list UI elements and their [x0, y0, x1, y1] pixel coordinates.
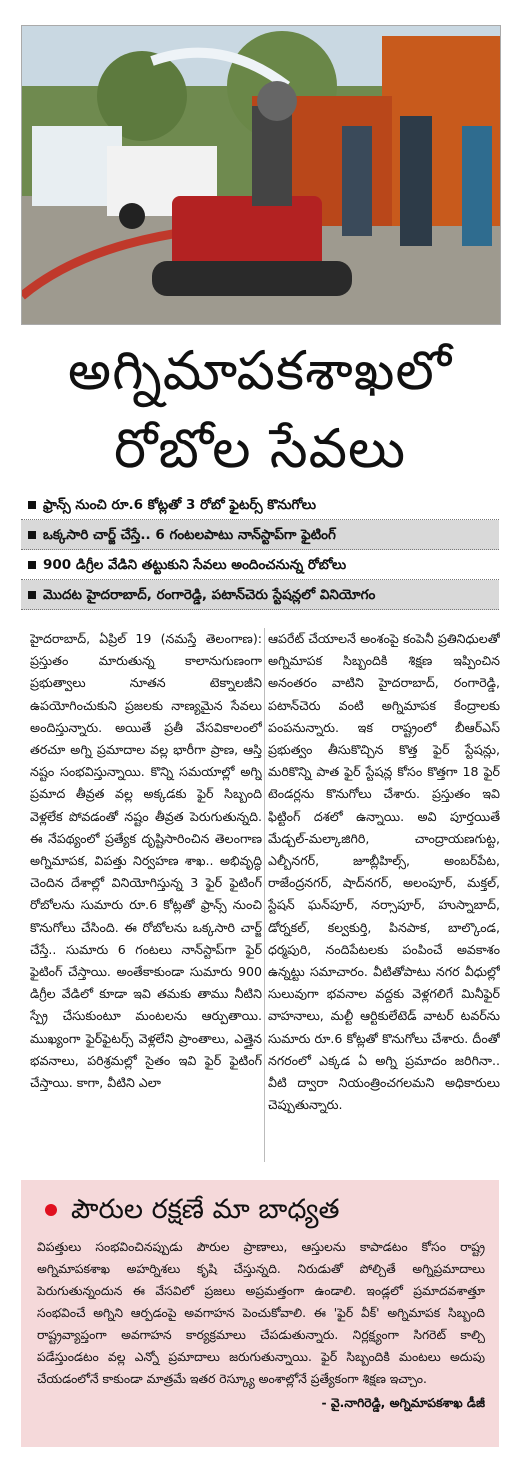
square-bullet-icon	[28, 561, 36, 569]
headline	[21, 332, 499, 490]
bullet-text: ఒక్కసారి చార్జ్‌ చేస్తే.. 6 గంటలపాటు నాన్‌స్టాప్‌గా ఫైటింగ్‌	[43, 527, 336, 543]
article-text-left: హైదరాబాద్‌, ఏప్రిల్‌ 19 (నమస్తే తెలంగాణ): ప్రస్తుతం మారుతున్న కాలానుగుణంగా ప్రభుత్వాలు నూతన టెక్నాలజీని ఉపయోగించుకుని ప్రజలకు నాణ్యమైన సేవలు అందిస్తున్నారు. అయితే ప్రతీ వేసవికాలంలో తరచూ అగ్ని ప్రమాదాల వల్ల భారీగా ప్రాణ, ఆస్తి నష్టం సంభవిస్తున్నాయి. కొన్ని సమయాల్లో అగ్ని ప్రమాద తీవ్రత వల్ల అక్కడకు ఫైర్‌ సిబ్బంది వెళ్లలేక పోవడంతో నష్టం తీవ్రత పెరుగుతున్నది. ఈ నేపథ్యంలో ప్రత్యేక దృష్టిసారించిన తెలంగాణ అగ్నిమాపక, విపత్తు నిర్వహణ శాఖ.. అభివృద్ధి చెందిన దేశాల్లో వినియోగిస్తున్న 3 ఫైర్‌ ఫైటింగ్‌ రోబోలను సుమారు రూ.6 కోట్లతో ఫ్రాన్స్‌ నుంచి కొనుగోలు చేసింది. ఈ రోబోలను ఒక్కసారి చార్జ్‌ చేస్తే.. సుమారు 6 గంటలు నాన్‌స్టాప్‌గా ఫైర్‌ ఫైటింగ్‌ చేస్తాయి. అంతేకాకుండా సుమారు 900 డిగ్రీల వేడిలో కూడా ఇవి తమకు తాము నీటిని స్ప్రే చేసుకుంటూ మంటలను ఆర్పుతాయి. ముఖ్యంగా ఫైర్‌ఫైటర్స్‌ వెళ్లలేని ప్రాంతాలు, ఎత్తైన భవనాలు, పరిశ్రమల్లో సైతం ఇవి ఫైర్‌ ఫైటింగ్‌ చేస్తాయి. కాగా, వీటిని ఎలా	[30, 631, 262, 1091]
bullet-text: ఫ్రాన్స్‌ నుంచి రూ.6 కోట్లతో 3 రోబో ఫైటర్స్‌ కొనుగోలు	[43, 497, 317, 513]
square-bullet-icon	[28, 531, 36, 539]
bullet-item	[21, 550, 499, 580]
quote-signature: - వై.నాగిరెడ్డి, అగ్నిమాపకశాఖ డీజీ	[321, 1396, 485, 1410]
bullet-item	[21, 580, 499, 610]
quote-box	[21, 1180, 499, 1447]
wheel	[119, 203, 145, 229]
headline-line-2: రోబోల సేవలు	[113, 417, 407, 480]
quote-box-text: విపత్తులు సంభవించినప్పుడు పౌరుల ప్రాణాలు, ఆస్తులను కాపాడటం కోసం రాష్ట్ర అగ్నిమాపకశాఖ అహర్నిశలు కృషి చేస్తున్నది. నిరుడుతో పోల్చితే అగ్నిప్రమాదాలు పెరుగుతున్నందున ఈ వేసవిలో ప్రజలు అప్రమత్తంగా ఉండాలి. ఇండ్లలో ప్రమాదవశాత్తూ సంభవించే అగ్నిని ఆర్పడంపై అవగాహన పెంచుకోవాలి. ఈ 'ఫైర్‌ వీక్‌' అగ్నిమాపక సిబ్బంది రాష్ట్రవ్యాప్తంగా అవగాహన కార్యక్రమాలు చేపడుతున్నారు. నిర్లక్ష్యంగా సిగరెట్‌ కాల్చి పడేస్తుండటం వల్ల ఎన్నో ప్రమాదాలు జరుగుతున్నాయి. ఫైర్‌ సిబ్బందికి మంటలు అదుపు చేయడంలోనే కాకుండా మాత్రమే ఇతర రెస్క్యూ అంశాల్లోనే ప్రత్యేకంగా శిక్షణ ఇచ్చాం.	[37, 1240, 485, 1386]
person	[342, 126, 372, 236]
cameraman	[462, 126, 492, 246]
highlight-bullets	[21, 490, 499, 610]
robot-tracks	[152, 261, 352, 296]
bullet-item	[21, 490, 499, 520]
column-divider	[264, 628, 265, 1162]
bullet-text: 900 డిగ్రీల వేడిని తట్టుకుని సేవలు అందించనున్న రోబోలు	[43, 557, 347, 573]
robot-nozzle-mount	[252, 106, 292, 206]
photographer	[400, 116, 432, 246]
headline-line-1: అగ్నిమాపకశాఖలో	[67, 339, 453, 402]
square-bullet-icon	[28, 501, 36, 509]
bullet-item	[21, 520, 499, 550]
square-bullet-icon	[28, 591, 36, 599]
quote-box-heading	[37, 1190, 485, 1230]
article-column-left	[30, 628, 262, 1162]
red-dot-icon	[45, 1204, 57, 1216]
article-text-right: ఆపరేట్‌ చేయాలనే అంశంపై కంపెనీ ప్రతినిధులతో అగ్నిమాపక సిబ్బందికి శిక్షణ ఇప్పించిన అనంతరం వాటిని హైదరాబాద్‌, రంగారెడ్డి, పటాన్‌చెరు వంటి అగ్నిమాపక కేంద్రాలకు పంపనున్నారు. ఇక రాష్ట్రంలో బీఆర్‌ఎస్‌ ప్రభుత్వం తీసుకొచ్చిన కొత్త ఫైర్‌ స్టేషన్లు, మరికొన్ని పాత ఫైర్‌ స్టేషన్ల కోసం కొత్తగా 18 ఫైర్‌ టెండర్లను కొనుగోలు చేశారు. ప్రస్తుతం ఇవి ఫిట్టింగ్‌ దశలో ఉన్నాయి. అవి పూర్తయితే మేడ్చల్‌-మల్కాజిగిరి, చాంద్రాయణగుట్ట, ఎల్బీనగర్‌, జూబ్లీహిల్స్‌, అంబర్‌పేట, రాజేంద్రనగర్‌, షాద్‌నగర్‌, అలంపూర్‌, మక్తల్‌, స్టేషన్‌ ఘన్‌పూర్‌, నర్సాపూర్‌, హుస్నాబాద్‌, డోర్నకల్‌, కల్వకుర్తి, పినపాక, బాల్కొండ, ధర్మపురి, నందిపేటలకు పంపించే అవకాశం ఉన్నట్టు సమాచారం. వీటితోపాటు నగర వీధుల్లో సులువుగా భవనాల వద్దకు వెళ్లగలిగే మినీఫైర్‌ వాహనాలు, మల్టీ ఆర్టికులేటెడ్‌ వాటర్‌ టవర్‌ను సుమారు రూ.6 కోట్లతో కొనుగోలు చేశారు. దీంతో నగరంలో ఎక్కడ ఏ అగ్ని ప్రమాదం జరిగినా.. వీటి ద్వారా నియంత్రించగలమని అధికారులు చెప్పుతున్నారు.	[268, 631, 500, 1113]
bullet-text: మొదట హైదరాబాద్‌, రంగారెడ్డి, పటాన్‌చెరు స్టేషన్లలో వినియోగం	[43, 587, 376, 603]
robot-photo-illustration	[22, 26, 500, 324]
article-column-right	[268, 628, 500, 1162]
robot-nozzle	[257, 81, 297, 121]
quote-box-title: పౌరుల రక్షణే మా బాధ్యత	[71, 1194, 340, 1225]
news-photo	[21, 25, 501, 325]
